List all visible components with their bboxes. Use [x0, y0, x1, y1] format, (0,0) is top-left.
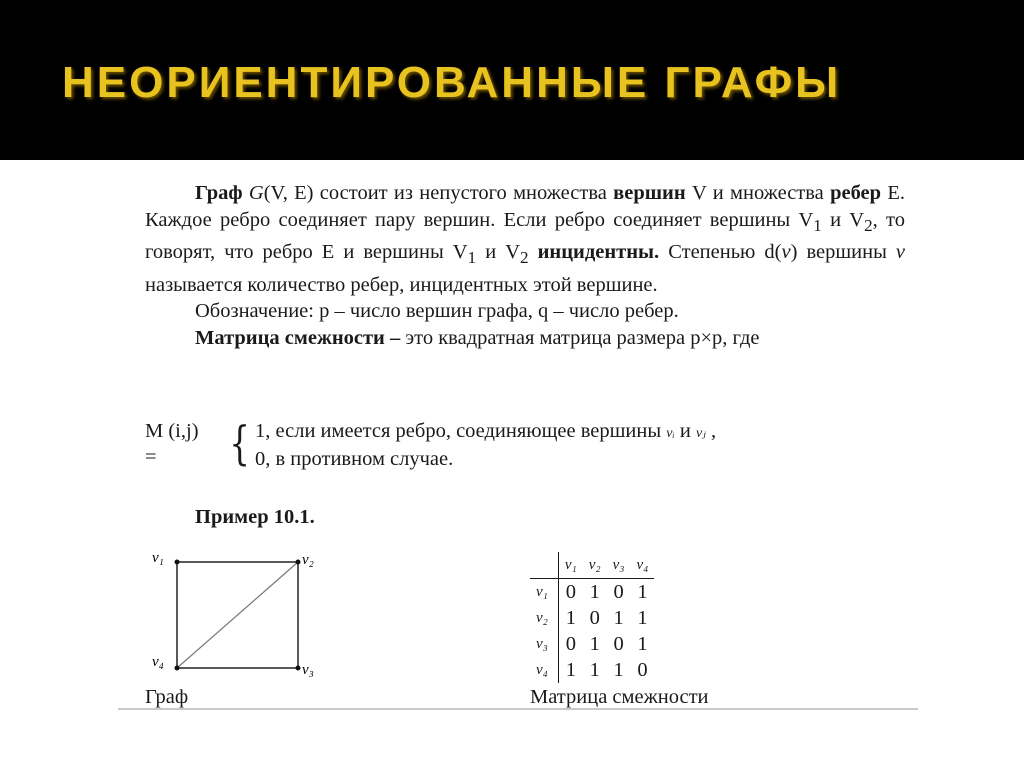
vertex-v1: [175, 560, 180, 565]
table-cell: 1: [613, 606, 624, 629]
vertex-v2: [296, 560, 301, 565]
table-cell: 0: [565, 632, 576, 655]
col-header: v₁: [558, 552, 582, 579]
matrix-label: M (i,j): [145, 420, 199, 442]
table-caption: Матрица смежности: [530, 686, 709, 708]
row-header: v₃: [530, 631, 558, 657]
table-cell: 0: [589, 606, 600, 629]
paragraph-graph-definition: Граф G(V, E) состоит из непустого множества вершин V и множества ребер E. Каждое ребро соединяет пару вершин. Если ребро соединяет вершины $V_1$ и $V_2$, то говорят, что ребро E и вершины $V_1$ и $V_2$ инцидентны. Степенью d(v) вершины v называется количество ребер, инцидентных этой вершине.: [145, 182, 906, 296]
table-header-row: [530, 552, 654, 579]
table-corner: [530, 552, 558, 579]
slide-content: [0, 160, 1024, 767]
label-v3: v₃: [302, 662, 314, 678]
table-cell: 1: [565, 606, 576, 629]
paragraph-adjacency-matrix: Матрица смежности – это квадратная матрица размера p×p, где: [195, 326, 760, 349]
matrix-case-zero: 0, в противном случае.: [255, 448, 454, 470]
table-cell: 0: [565, 580, 576, 603]
matrix-definition: [145, 418, 905, 478]
label-v4: v₄: [152, 654, 164, 670]
table-row: [530, 631, 654, 657]
vertex-v3: [296, 666, 301, 671]
label-v1: v₁: [152, 550, 164, 566]
col-header: v₄: [631, 552, 655, 579]
vertex-v4: [175, 666, 180, 671]
table-cell: 1: [637, 632, 648, 655]
table-cell: 1: [565, 658, 576, 681]
definition-text: [145, 180, 905, 351]
table-cell: 1: [589, 632, 600, 655]
edge-v4-v2: [177, 562, 298, 668]
row-header: v₁: [530, 579, 558, 606]
table-cell: 1: [589, 580, 600, 603]
graph-caption: Граф: [145, 686, 189, 708]
table-row: [530, 605, 654, 631]
table-row: [530, 579, 654, 606]
divider-line: [118, 708, 918, 710]
matrix-equals: =: [145, 446, 157, 468]
matrix-case-one: 1, если имеется ребро, соединяющее вершины vᵢ и vⱼ ,: [255, 420, 717, 442]
graph-drawing: [140, 550, 340, 685]
table-cell: 1: [637, 606, 648, 629]
col-header: v₃: [607, 552, 631, 579]
adjacency-matrix-table: [530, 552, 654, 683]
table-cell: 1: [637, 580, 648, 603]
row-header: v₄: [530, 657, 558, 683]
table-row: [530, 657, 654, 683]
slide-header: [0, 0, 1024, 160]
table-cell: 1: [589, 658, 600, 681]
table-cell: 1: [613, 658, 624, 681]
table-cell: 0: [613, 632, 624, 655]
table-cell: 0: [637, 658, 648, 681]
brace-symbol: {: [229, 416, 250, 470]
row-header: v₂: [530, 605, 558, 631]
example-heading: Пример 10.1.: [195, 506, 315, 528]
label-v2: v₂: [302, 552, 314, 568]
table-cell: 0: [613, 580, 624, 603]
slide-title: НЕОРИЕНТИРОВАННЫЕ ГРАФЫ: [62, 58, 842, 107]
col-header: v₂: [583, 552, 607, 579]
paragraph-notation: Обозначение: p – число вершин графа, q – число ребер.: [195, 300, 679, 323]
